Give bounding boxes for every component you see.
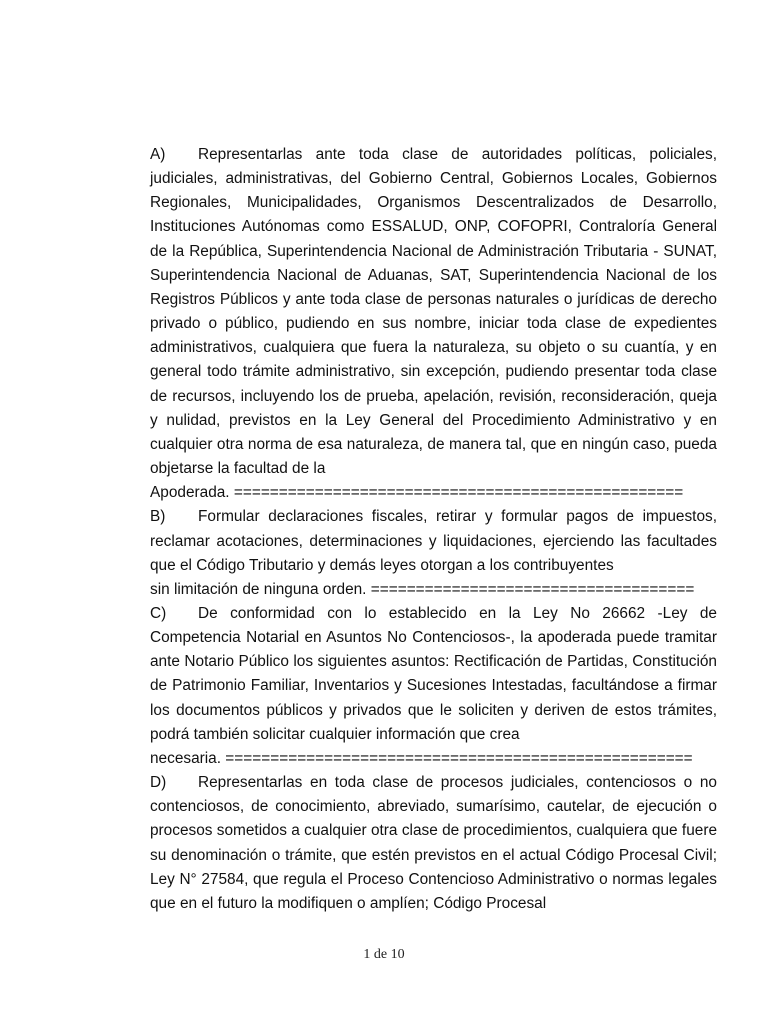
paragraph-text: Representarlas en toda clase de procesos judiciales, contenciosos o no contenciosos, de conocimiento, abreviado, sumarísimo, cautelar, de ejecución o procesos sometidos a cualquier otra clase de procedimientos, cualquiera que fuere su denominación o trámite, que estén previstos en el actual Código Procesal Civil; Ley N° 27584, que regula el Proceso Contencioso Administrativo o normas legales que en el futuro la modifiquen o amplíen; Código Procesal bbox=[150, 774, 717, 912]
paragraph-text: Representarlas ante toda clase de autoridades políticas, policiales, judiciales, administrativas, del Gobierno Central, Gobiernos Locales, Gobiernos Regionales, Municipalidades, Organismos Descentralizados de Desarrollo, Instituciones Autónomas como ESSALUD, ONP, COFOPRI, Contraloría General de la República, Superintendencia Nacional de Administración Tributaria - SUNAT, Superintendencia Nacional de Aduanas, SAT, Superintendencia Nacional de los Registros Públicos y ante toda clase de personas naturales o jurídicas de derecho privado o público, pudiendo en sus nombre, iniciar toda clase de expedientes administrativos, cualquiera que fuera la naturaleza, su objeto o su cuantía, y en general todo trámite administrativo, sin excepción, pudiendo presentar toda clase de recursos, incluyendo los de prueba, apelación, revisión, reconsideración, queja y nulidad, previstos en la Ley General del Procedimiento Administrativo y en cualquier otra norma de esa naturaleza, de manera tal, que en ningún caso, pueda objetarse la facultad de la bbox=[150, 146, 717, 478]
paragraph-label: B) bbox=[150, 508, 166, 526]
paragraph-separator-line: necesaria. ==================================================== bbox=[150, 749, 693, 767]
paragraph-d bbox=[150, 771, 717, 916]
paragraph-text: Formular declaraciones fiscales, retirar y formular pagos de impuestos, reclamar acotaciones, determinaciones y liquidaciones, ejerciendo las facultades que el Código Tributario y demás leyes otorgan a los contribuyentes bbox=[150, 508, 717, 574]
paragraph-separator-line: sin limitación de ninguna orden. ==================================== bbox=[150, 580, 695, 598]
paragraph-b bbox=[150, 505, 717, 602]
paragraph-separator-line: Apoderada. ================================================== bbox=[150, 484, 684, 502]
paragraph-label: A) bbox=[150, 146, 166, 163]
paragraph-text: De conformidad con lo establecido en la Ley No 26662 -Ley de Competencia Notarial en Asuntos No Contenciosos-, la apoderada puede tramitar ante Notario Público los siguientes asuntos: Rectificación de Partidas, Constitución de Patrimonio Familiar, Inventarios y Sucesiones Intestadas, facultándose a firmar los documentos públicos y privados que le soliciten y deriven de estos trámites, podrá también solicitar cualquier información que crea bbox=[150, 604, 717, 743]
document-body bbox=[150, 143, 717, 916]
paragraph-label: C) bbox=[150, 604, 167, 622]
paragraph-c bbox=[150, 602, 717, 771]
paragraph-label: D) bbox=[150, 774, 167, 792]
paragraph-a bbox=[150, 143, 717, 505]
page-number: 1 de 10 bbox=[363, 947, 405, 962]
